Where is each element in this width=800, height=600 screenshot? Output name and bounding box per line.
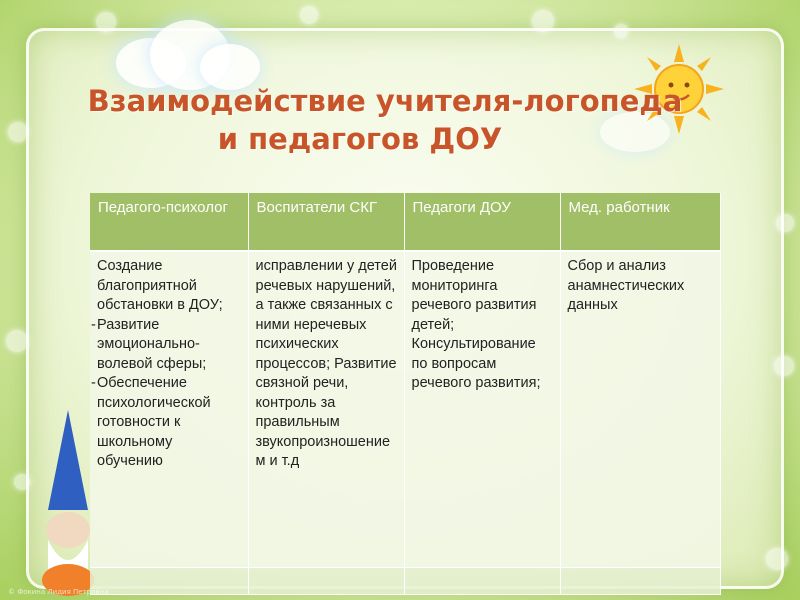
decor-dot: [96, 12, 116, 32]
decor-dot: [774, 356, 794, 376]
interaction-table: [90, 193, 721, 595]
decor-dot: [6, 330, 28, 352]
cell-educators: исправлении у детей речевых нарушений, а также связанных с ними неречевых психических процессов; Развитие связной речи, контроль за правильным звукопроизношением и т.д: [248, 251, 404, 567]
list-item: - Развитие эмоционально-волевой сферы;: [97, 316, 242, 375]
header-educators: Воспитатели СКГ: [248, 193, 404, 251]
decor-dot: [614, 24, 628, 38]
decor-dot: [300, 6, 318, 24]
cell-psychologist: [90, 251, 248, 567]
list-item: Создание благоприятной обстановки в ДОУ;: [97, 258, 223, 313]
table-row-empty: [90, 567, 720, 594]
empty-cell: [248, 567, 404, 594]
gnome-decor: [38, 400, 98, 600]
title-line-2: и педагогов ДОУ: [217, 122, 503, 156]
header-psychologist: Педагого-психолог: [90, 193, 248, 251]
table-header-row: [90, 193, 720, 251]
decor-dot: [766, 548, 788, 570]
empty-cell: [560, 567, 720, 594]
decor-dot: [776, 214, 794, 232]
empty-cell: [90, 567, 248, 594]
decor-dot: [14, 474, 30, 490]
list-item: - Обеспечение психологической готовности к школьному обучению: [97, 374, 242, 472]
decor-dot: [532, 10, 554, 32]
decor-dot: [8, 122, 28, 142]
table-row: [90, 251, 720, 567]
cell-medical: Сбор и анализ анамнестических данных: [560, 251, 720, 567]
copyright-text: © Фокина Лидия Петровна: [8, 588, 109, 596]
header-medical: Мед. работник: [560, 193, 720, 251]
title-line-1: Взаимодействие учителя-логопеда: [87, 84, 683, 118]
empty-cell: [404, 567, 560, 594]
header-teachers: Педагоги ДОУ: [404, 193, 560, 251]
cell-teachers: Проведение мониторинга речевого развития детей; Консультирование по вопросам речевого развития;: [404, 251, 560, 567]
slide-title: [40, 82, 730, 158]
